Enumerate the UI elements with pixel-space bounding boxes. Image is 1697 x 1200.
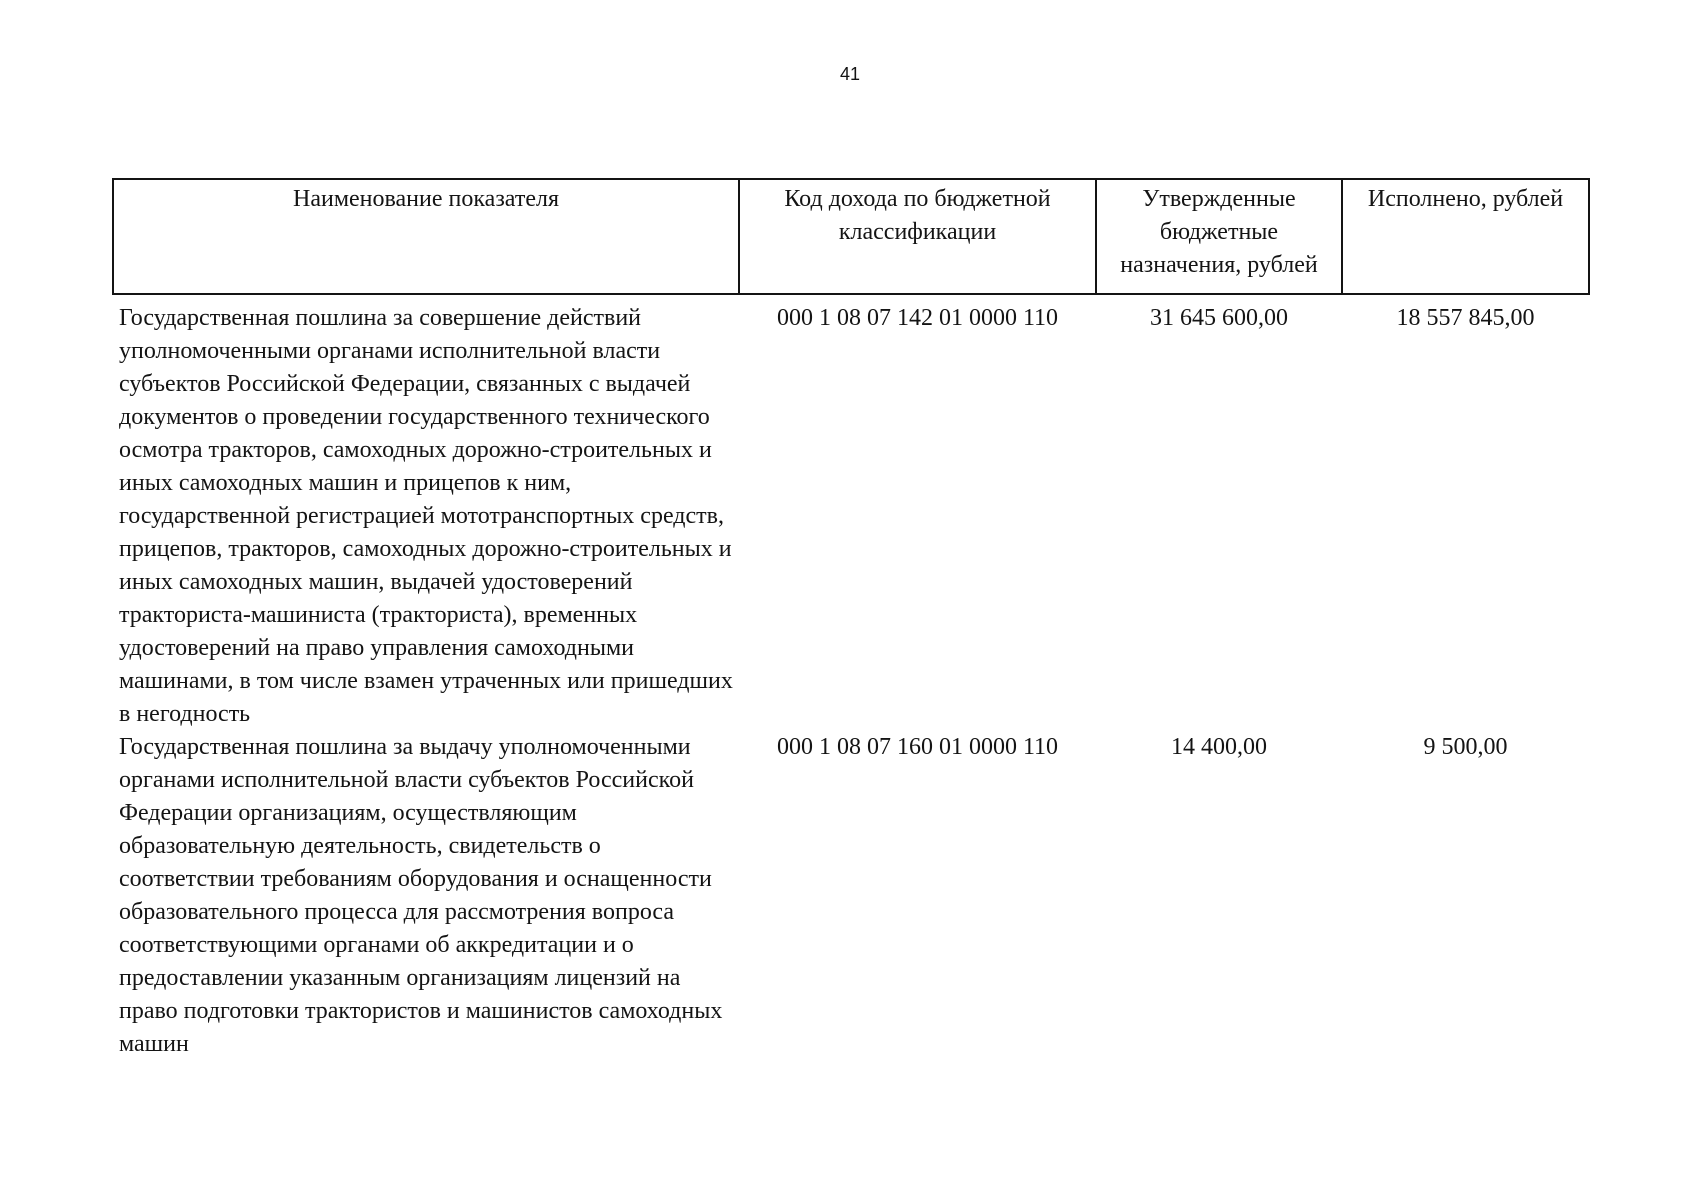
- header-indicator-name: Наименование показателя: [113, 179, 739, 294]
- header-approved-budget: Утвержденные бюджетные назначения, рублей: [1096, 179, 1342, 294]
- indicator-name-cell: Государственная пошлина за совершение действий уполномоченными органами исполнительной власти субъектов Российской Федерации, связанных с выдачей документов о проведении государственного технического осмотра тракторов, самоходных дорожно-строительных и иных самоходных машин и прицепов к ним, государственной регистрацией мототранспортных средств, прицепов, тракторов, самоходных дорожно-строительных и иных самоходных машин, выдачей удостоверений тракториста-машиниста (тракториста), временных удостоверений на право управления самоходными машинами, в том числе взамен утраченных или пришедших в негодность: [119, 305, 733, 727]
- page-number: 41: [839, 64, 861, 84]
- revenue-code-cell: 000 1 08 07 160 01 0000 110: [776, 734, 1059, 760]
- header-row: [113, 179, 1589, 294]
- table-header: [113, 179, 1589, 294]
- revenue-table: [112, 178, 1590, 1061]
- approved-budget-cell: 14 400,00: [1171, 734, 1267, 760]
- executed-cell: 18 557 845,00: [1396, 305, 1535, 331]
- executed-cell: 9 500,00: [1423, 734, 1508, 760]
- table-row: [113, 731, 1589, 1061]
- header-revenue-code: Код дохода по бюджетной классификации: [739, 179, 1096, 294]
- indicator-name-cell: Государственная пошлина за выдачу уполномоченными органами исполнительной власти субъектов Российской Федерации организациям, осуществляющим образовательную деятельность, свидетельств о соответствии требованиям оборудования и оснащенности образовательного процесса для рассмотрения вопроса соответствующими органами об аккредитации и о предоставлении указанным организациям лицензий на право подготовки трактористов и машинистов самоходных машин: [119, 734, 723, 1057]
- header-executed: Исполнено, рублей: [1342, 179, 1589, 294]
- table-body: [113, 294, 1589, 1061]
- approved-budget-cell: 31 645 600,00: [1150, 305, 1288, 331]
- table-row: [113, 294, 1589, 731]
- revenue-code-cell: 000 1 08 07 142 01 0000 110: [776, 305, 1059, 331]
